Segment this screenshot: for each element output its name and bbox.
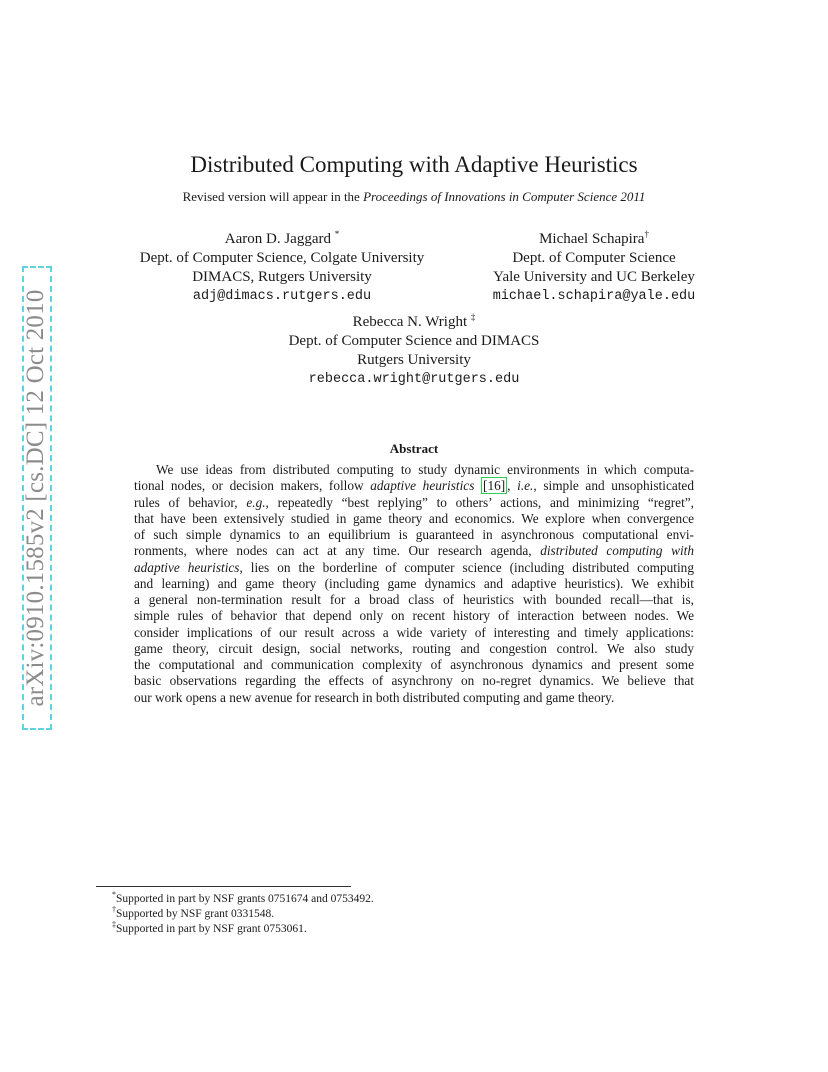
abstract-line: simple rules of behavior that depend only on recent history of interaction between nodes. We [134,608,694,624]
revised-note [0,189,828,205]
author-affiliation: DIMACS, Rutgers University [192,269,372,285]
author-email[interactable]: adj@dimacs.rutgers.edu [192,289,372,304]
revised-prefix: Revised version will appear in the [182,189,360,204]
abstract-line: rules of behavior, e.g., repeatedly “best replying” to others’ actions, and minimizing “regret”, [134,494,694,510]
footnotes [112,892,374,937]
author-name: Rebecca N. Wright [352,314,468,330]
citation-link[interactable]: [16] [483,478,506,494]
author-affiliation: Yale University and UC Berkeley [493,269,695,285]
abstract-line: We use ideas from distributed computing to study dynamic environments in which computa- [156,462,694,477]
author-affiliation: Rutgers University [357,352,471,368]
author-email[interactable]: michael.schapira@yale.edu [492,289,696,304]
abstract-line: and learning) and game theory (including game dynamics and adaptive heuristics). We exhibit [134,575,694,591]
abstract-line: that have been extensively studied in game theory and economics. We explore when convergence [134,510,694,526]
paper-title: Distributed Computing with Adaptive Heuristics [190,152,638,177]
footnote: *Supported in part by NSF grants 0751674 and 0753492. [112,890,374,905]
footnote-mark[interactable]: * [334,229,340,239]
author-affiliation: Dept. of Computer Science and DIMACS [288,333,540,349]
abstract-line: the computational and communication complexity of asynchronous dynamics and present some [134,657,694,672]
footnote-mark[interactable]: † [644,229,649,239]
author-block-jaggard [112,230,452,306]
footnote: †Supported by NSF grant 0331548. [112,905,275,920]
footnote-mark[interactable]: ‡ [470,312,476,322]
abstract-body [134,462,694,706]
revised-venue: Proceedings of Innovations in Computer Science 2011 [363,189,646,204]
author-email[interactable]: rebecca.wright@rutgers.edu [308,372,520,387]
author-affiliation: Dept. of Computer Science, Colgate University [139,250,425,266]
abstract-line: our work opens a new avenue for research in both distributed computing and game theory. [134,689,615,705]
abstract-line: ronments, where nodes can act at any time. Our research agenda, distributed computing with [134,543,695,559]
abstract-line: a general non-termination result for a broad class of heuristics with bounded recall—that is, [134,592,694,607]
author-name: Aaron D. Jaggard [224,231,331,247]
author-block-wright [234,313,594,389]
abstract-line: of such simple dynamics to an equilibrium is guaranteed in asynchronous computational envi- [134,527,694,542]
author-affiliation: Dept. of Computer Science [512,250,676,266]
abstract-heading: Abstract [389,441,439,456]
footnote: ‡Supported in part by NSF grant 0753061. [112,920,307,935]
footnote-rule [96,886,351,887]
author-block-schapira [464,230,724,306]
arxiv-id-stamp[interactable]: arXiv:0910.1585v2 [cs.DC] 12 Oct 2010 [22,289,49,707]
author-name: Michael Schapira [539,231,645,247]
abstract-line: game theory, circuit design, social networks, routing and congestion control. We also study [134,640,694,656]
abstract-line: tional nodes, or decision makers, follow adaptive heuristics [16] , i.e., simple and unsophisticated [134,478,694,494]
abstract-line: adaptive heuristics, lies on the borderline of computer science (including distributed computing [134,559,694,575]
abstract-line: consider implications of our result across a wide variety of interesting and timely applications: [134,624,694,640]
abstract-line: basic observations regarding the effects of asynchrony on no-regret dynamics. We believe that [134,673,694,689]
